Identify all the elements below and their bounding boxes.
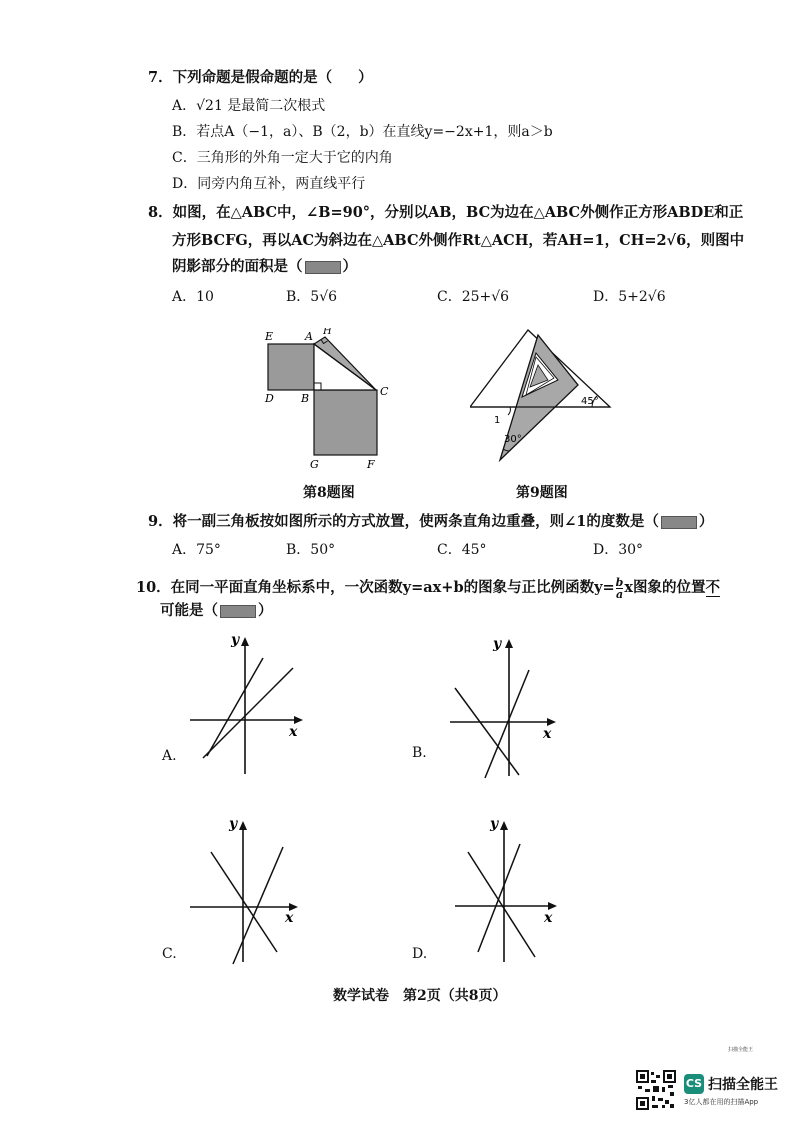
answer-blank — [661, 516, 697, 529]
graph-b-x-label: x — [543, 726, 552, 742]
q8-line1: 8．如图，在△ABC中，∠B=90°，分别以AB，BC为边在△ABC外侧作正方形ABDE和正 — [148, 204, 744, 221]
label-g: G — [310, 458, 319, 471]
graph-b — [445, 630, 565, 780]
graph-c-label: C. — [162, 946, 177, 962]
label-c: C — [380, 385, 389, 398]
q8-option-d: D．5+2√6 — [593, 289, 666, 305]
figure-9 — [470, 325, 620, 465]
scanner-app-name: 扫描全能王 — [708, 1077, 778, 1093]
q7-stem: 7．下列命题是假命题的是（ ） — [148, 69, 373, 86]
q9-stem: 9．将一副三角板按如图所示的方式放置，使两条直角边重叠，则∠1的度数是（ ） — [148, 513, 714, 530]
q7-option-c: C．三角形的外角一定大于它的内角 — [172, 150, 393, 166]
graph-c — [185, 812, 310, 967]
label-f: F — [367, 458, 375, 471]
angle-30-label: 30° — [504, 434, 522, 445]
q7-option-a: A．√21 是最简二次根式 — [172, 98, 326, 114]
q8-option-b: B．5√6 — [286, 289, 338, 305]
scanner-mini-label: 扫描全能王 — [728, 1047, 754, 1053]
graph-b-y-label: y — [493, 636, 502, 652]
q9-option-d: D．30° — [593, 542, 644, 558]
graph-b-line-2 — [485, 670, 529, 778]
graph-d-y-label: y — [490, 816, 499, 832]
label-d: D — [265, 392, 274, 405]
camscanner-icon: CS — [684, 1074, 704, 1094]
graph-a-line-2 — [203, 668, 293, 758]
figure-9-caption: 第9题图 — [516, 485, 568, 501]
graph-b-label: B. — [412, 745, 427, 761]
q8-line2: 方形BCFG，再以AC为斜边在△ABC外侧作Rt△ACH，若AH=1，CH=2√6，则图中 — [172, 232, 745, 249]
q8-option-a: A．10 — [172, 289, 214, 305]
q10-line2: 可能是（ ） — [160, 602, 273, 619]
page-footer: 数学试卷 第2页（共8页） — [333, 988, 507, 1004]
label-e: E — [265, 330, 274, 343]
scanner-tagline: 3亿人都在用的扫描App — [684, 1098, 759, 1106]
graph-d-x-label: x — [544, 910, 553, 926]
graph-a-y-label: y — [231, 632, 240, 648]
square-abde — [268, 344, 314, 390]
q10-line1: 10．在同一平面直角坐标系中，一次函数y=ax+b的图象与正比例函数y= $\frac{b}{a}$ x图象的位置不 — [136, 575, 721, 601]
label-a: A — [305, 330, 313, 343]
graph-a-label: A. — [162, 748, 177, 764]
graph-a-x-label: x — [289, 724, 298, 740]
q8-option-c: C．25+√6 — [437, 289, 510, 305]
angle-45-label: 45° — [581, 396, 599, 407]
label-h: H — [323, 328, 332, 337]
q9-option-b: B．50° — [286, 542, 336, 558]
answer-blank — [220, 605, 256, 618]
graph-d — [450, 812, 570, 967]
graph-d-label: D. — [412, 946, 428, 962]
angle-1-label: 1 — [494, 415, 501, 426]
label-b: B — [301, 392, 310, 405]
graph-c-line-2 — [233, 847, 283, 964]
q8-line3: 阴影部分的面积是（ ） — [172, 258, 357, 275]
q7-option-d: D．同旁内角互补，两直线平行 — [172, 176, 366, 192]
q9-option-a: A．75° — [172, 542, 221, 558]
graph-d-line-2 — [478, 844, 520, 952]
figure-8 — [255, 328, 405, 473]
answer-blank — [305, 261, 341, 274]
graph-d-line-1 — [468, 852, 535, 957]
graph-c-y-label: y — [229, 816, 238, 832]
graph-a — [185, 628, 310, 778]
q7-option-b: B．若点A（−1，a）、B（2，b）在直线y=−2x+1，则a＞b — [172, 124, 553, 140]
graph-c-x-label: x — [285, 910, 294, 926]
qr-code-icon — [636, 1070, 676, 1110]
figure-8-caption: 第8题图 — [303, 485, 355, 501]
q9-option-c: C．45° — [437, 542, 487, 558]
square-bcfg — [314, 390, 377, 455]
